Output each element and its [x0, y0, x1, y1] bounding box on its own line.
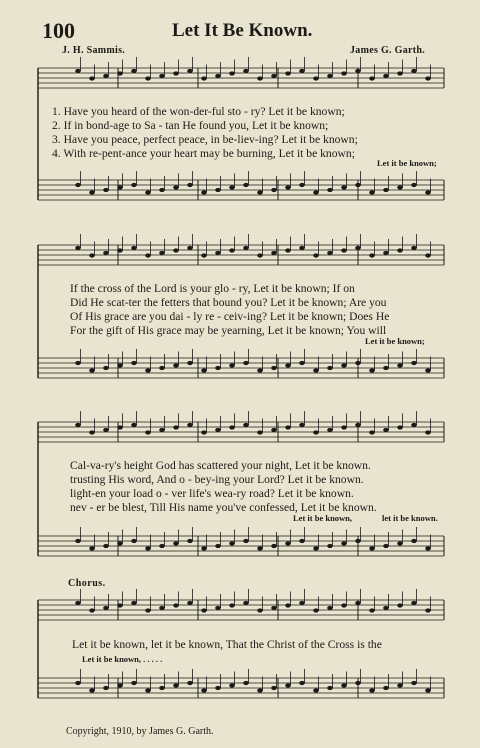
system2-staff-bass-note: [383, 366, 389, 370]
system4-staff-treble-note: [411, 601, 417, 605]
system2-staff-bass-note: [243, 361, 249, 365]
system2-staff-treble-note: [257, 253, 263, 257]
system3-staff-bass-note: [229, 541, 235, 545]
system1-echo: Let it be known;: [377, 158, 437, 168]
system1-staff-treble-note: [327, 74, 333, 78]
system3-staff-bass-note: [215, 544, 221, 548]
system1-staff-bass-note: [369, 190, 375, 194]
system4-staff-bass-note: [201, 688, 207, 692]
system4-staff-bass-note: [187, 681, 193, 685]
system3-staff-treble-note: [89, 430, 95, 434]
system2-staff-bass-note: [103, 366, 109, 370]
system1-staff-treble-note: [383, 74, 389, 78]
system4-staff-bass-note: [103, 686, 109, 690]
system4-staff-bass-note: [383, 686, 389, 690]
system2-staff-bass-note: [215, 366, 221, 370]
system3-verse-1: Cal-va-ry's height God has scattered your night, Let it be known.: [70, 459, 371, 472]
system3-staff-bass-note: [313, 546, 319, 550]
chorus-label: Chorus.: [68, 578, 106, 589]
system1-staff-bass-note: [145, 190, 151, 194]
system2-staff-bass-note: [355, 361, 361, 365]
system3-staff-bass-note: [327, 544, 333, 548]
system3-verse-2: trusting His word, And o - bey-ing your Lord? Let it be known.: [70, 473, 364, 486]
system4-staff-treble-note: [369, 608, 375, 612]
system1-staff-bass-note: [285, 185, 291, 189]
system2-verse-2: Did He scat-ter the fetters that bound you? Let it be known; Are you: [70, 296, 387, 309]
system1-staff-bass-note: [229, 185, 235, 189]
system2-staff-treble-note: [313, 253, 319, 257]
system4-staff-bass-note: [229, 683, 235, 687]
system1-staff-bass-note: [425, 190, 431, 194]
system4-staff-treble-note: [131, 601, 137, 605]
system3-staff-treble-note: [117, 425, 123, 429]
system2-staff-bass-note: [75, 361, 81, 365]
system1-verse-3: 3. Have you peace, perfect peace, in be-liev-ing? Let it be known;: [52, 133, 358, 146]
system4-staff-treble-note: [173, 603, 179, 607]
system4-staff-bass-note: [117, 683, 123, 687]
system2-staff-bass-note: [89, 368, 95, 372]
system2-staff-bass-note: [187, 361, 193, 365]
system1-staff-bass-note: [411, 183, 417, 187]
system1-staff-bass-note: [75, 183, 81, 187]
system2-staff-bass-note: [327, 366, 333, 370]
system3-staff-bass-note: [243, 539, 249, 543]
system1-staff-treble-note: [187, 69, 193, 73]
system3-staff-bass-note: [271, 544, 277, 548]
system2-staff-bass-note: [341, 363, 347, 367]
system2-staff-bass-note: [397, 363, 403, 367]
system3-staff-treble-note: [75, 423, 81, 427]
system1-verse-4: 4. With re-pent-ance your heart may be burning, Let it be known;: [52, 147, 355, 160]
system4-staff-bass-note: [285, 683, 291, 687]
system4-staff-treble-note: [313, 608, 319, 612]
system2-staff-bass-note: [117, 363, 123, 367]
system1-staff-bass-note: [299, 183, 305, 187]
system1-staff-bass-note: [103, 188, 109, 192]
system4-staff-treble-note: [257, 608, 263, 612]
system2-staff-treble-note: [145, 253, 151, 257]
copyright-notice: Copyright, 1910, by James G. Garth.: [66, 726, 214, 737]
system3-staff-treble-note: [229, 425, 235, 429]
system1-staff-treble-note: [201, 76, 207, 80]
system1-staff-treble-note: [117, 71, 123, 75]
system3-staff-bass-note: [187, 539, 193, 543]
system3-staff-treble-note: [313, 430, 319, 434]
system2-staff-treble-note: [117, 248, 123, 252]
system4-staff-treble-note: [285, 603, 291, 607]
system1-staff-bass-note: [257, 190, 263, 194]
system3-echo-right: let it be known.: [382, 513, 438, 523]
system4-staff-bass-note: [355, 681, 361, 685]
system1-staff-bass-note: [215, 188, 221, 192]
system1-staff-bass-note: [243, 183, 249, 187]
system1-staff-treble-note: [299, 69, 305, 73]
system1-staff-bass-note: [397, 185, 403, 189]
system2-staff-treble-note: [285, 248, 291, 252]
system4-staff-bass-note: [173, 683, 179, 687]
system3-staff-bass-note: [117, 541, 123, 545]
system1-staff-treble-note: [285, 71, 291, 75]
system2-staff-treble-note: [173, 248, 179, 252]
system4-staff-treble-note: [201, 608, 207, 612]
system2-staff-bass-note: [131, 361, 137, 365]
system4-staff-treble-note: [243, 601, 249, 605]
system2-staff-treble-note: [215, 251, 221, 255]
system2-staff-bass-note: [173, 363, 179, 367]
system4-staff-treble-note: [145, 608, 151, 612]
system3-staff-treble-note: [257, 430, 263, 434]
system2-staff-treble-note: [355, 246, 361, 250]
system4-staff-treble-note: [271, 606, 277, 610]
system1-verse-1: 1. Have you heard of the won-der-ful sto - ry? Let it be known;: [52, 105, 345, 118]
system4-staff-bass-note: [425, 688, 431, 692]
system4-staff-treble-note: [159, 606, 165, 610]
system4-staff-treble-note: [397, 603, 403, 607]
chorus-line: Let it be known, let it be known, That the Christ of the Cross is the: [72, 638, 382, 651]
system2-staff-bass-note: [257, 368, 263, 372]
system2-staff-treble-note: [243, 246, 249, 250]
system4-staff-treble-note: [215, 606, 221, 610]
system2-staff-bass-note: [411, 361, 417, 365]
system1-staff-treble-note: [369, 76, 375, 80]
system1-staff-treble-note: [229, 71, 235, 75]
system3-staff-treble-note: [145, 430, 151, 434]
system1-staff-treble-note: [103, 74, 109, 78]
system2-staff-treble-note: [411, 246, 417, 250]
system3-staff-bass-note: [341, 541, 347, 545]
system1-staff-bass-note: [89, 190, 95, 194]
system4-staff-treble-note: [75, 601, 81, 605]
system4-staff-bass-note: [271, 686, 277, 690]
system4-staff-treble-note: [341, 603, 347, 607]
system1-staff-treble-note: [75, 69, 81, 73]
system4-staff-bass-note: [313, 688, 319, 692]
system3-staff-bass-note: [159, 544, 165, 548]
system3-staff-treble-note: [341, 425, 347, 429]
system1-staff-treble-note: [159, 74, 165, 78]
system1-staff-treble-note: [257, 76, 263, 80]
system4-staff-treble-note: [355, 601, 361, 605]
system2-staff-bass-note: [229, 363, 235, 367]
system3-staff-bass-note: [201, 546, 207, 550]
system3-staff-bass-note: [355, 539, 361, 543]
system2-staff-treble-note: [103, 251, 109, 255]
system3-staff-bass-note: [411, 539, 417, 543]
system3-staff-treble-note: [299, 423, 305, 427]
system1-staff-bass-note: [341, 185, 347, 189]
system2-staff-treble-note: [75, 246, 81, 250]
system3-staff-treble-note: [369, 430, 375, 434]
system1-staff-bass-note: [313, 190, 319, 194]
system2-staff-treble-note: [299, 246, 305, 250]
system3-staff-treble-note: [215, 428, 221, 432]
system4-staff-bass-note: [215, 686, 221, 690]
system4-staff-treble-note: [327, 606, 333, 610]
system4-staff-bass-note: [75, 681, 81, 685]
system3-staff-bass-note: [285, 541, 291, 545]
system3-staff-bass-note: [75, 539, 81, 543]
system3-staff-treble-note: [173, 425, 179, 429]
system1-verse-2: 2. If in bond-age to Sa - tan He found you, Let it be known;: [52, 119, 329, 132]
system3-staff-bass-note: [173, 541, 179, 545]
system3-echo-left: Let it be known,: [293, 513, 353, 523]
system2-staff-treble-note: [187, 246, 193, 250]
system3-staff-treble-note: [271, 428, 277, 432]
system1-staff-treble-note: [145, 76, 151, 80]
system2-staff-treble-note: [341, 248, 347, 252]
system1-staff-bass-note: [327, 188, 333, 192]
system4-staff-treble-note: [299, 601, 305, 605]
system1-staff-bass-note: [355, 183, 361, 187]
system1-staff-bass-note: [131, 183, 137, 187]
system1-staff-bass-note: [117, 185, 123, 189]
system1-staff-treble-note: [411, 69, 417, 73]
system4-staff-bass-note: [257, 688, 263, 692]
system3-staff-bass-note: [103, 544, 109, 548]
system4-staff-treble-note: [425, 608, 431, 612]
system4-staff-treble-note: [187, 601, 193, 605]
system3-staff-treble-note: [285, 425, 291, 429]
system2-staff-bass-note: [285, 363, 291, 367]
system3-staff-treble-note: [243, 423, 249, 427]
system3-staff-treble-note: [397, 425, 403, 429]
system3-staff-treble-note: [103, 428, 109, 432]
system4-staff-bass-note: [145, 688, 151, 692]
lyricist-credit: J. H. Sammis.: [62, 45, 126, 56]
system3-staff-bass-note: [369, 546, 375, 550]
hymn-title: Let It Be Known.: [172, 20, 313, 41]
system3-staff-treble-note: [187, 423, 193, 427]
system3-staff-treble-note: [411, 423, 417, 427]
system2-verse-4: For the gift of His grace may be yearning, Let it be known; You will: [70, 324, 387, 337]
system2-staff-treble-note: [327, 251, 333, 255]
chorus-echo: Let it be known, . . . . .: [82, 654, 163, 664]
system1-staff-treble-note: [131, 69, 137, 73]
system1-staff-bass-note: [173, 185, 179, 189]
system4-staff-bass-note: [299, 681, 305, 685]
system4-staff-bass-note: [369, 688, 375, 692]
system1-staff-treble-note: [271, 74, 277, 78]
system2-staff-bass-note: [271, 366, 277, 370]
system2-staff-treble-note: [369, 253, 375, 257]
system4-staff-bass-note: [341, 683, 347, 687]
system4-staff-treble-note: [117, 603, 123, 607]
system2-staff-treble-note: [271, 251, 277, 255]
system4-staff-bass-note: [89, 688, 95, 692]
system3-staff-treble-note: [355, 423, 361, 427]
system1-staff-treble-note: [355, 69, 361, 73]
system3-verse-4: nev - er be blest, Till His name you've confessed, Let it be known.: [70, 501, 377, 514]
system3-staff-treble-note: [425, 430, 431, 434]
system1-staff-treble-note: [215, 74, 221, 78]
system2-staff-treble-note: [425, 253, 431, 257]
system2-staff-bass-note: [425, 368, 431, 372]
system1-staff-treble-note: [89, 76, 95, 80]
system4-staff-bass-note: [327, 686, 333, 690]
system1-staff-bass-note: [271, 188, 277, 192]
system4-staff-bass-note: [397, 683, 403, 687]
system2-staff-treble-note: [159, 251, 165, 255]
system4-staff-treble-note: [103, 606, 109, 610]
system1-staff-treble-note: [397, 71, 403, 75]
system3-verse-3: light-en your load o - ver life's wea-ry road? Let it be known.: [70, 487, 354, 500]
system3-staff-bass-note: [89, 546, 95, 550]
system4-staff-bass-note: [411, 681, 417, 685]
system3-staff-treble-note: [131, 423, 137, 427]
system2-echo: Let it be known;: [365, 336, 425, 346]
system1-staff-bass-note: [159, 188, 165, 192]
system3-staff-bass-note: [397, 541, 403, 545]
system3-staff-bass-note: [425, 546, 431, 550]
system1-staff-bass-note: [201, 190, 207, 194]
system3-staff-bass-note: [299, 539, 305, 543]
system2-staff-bass-note: [201, 368, 207, 372]
system1-staff-treble-note: [425, 76, 431, 80]
composer-credit: James G. Garth.: [350, 45, 426, 56]
system2-staff-treble-note: [201, 253, 207, 257]
system1-staff-treble-note: [243, 69, 249, 73]
system4-staff-treble-note: [89, 608, 95, 612]
system1-staff-treble-note: [173, 71, 179, 75]
system2-verse-3: Of His grace are you dai - ly re - ceiv-ing? Let it be known; Does He: [70, 310, 390, 323]
system2-staff-bass-note: [369, 368, 375, 372]
system4-staff-bass-note: [131, 681, 137, 685]
system3-staff-treble-note: [201, 430, 207, 434]
hymn-number: 100: [42, 18, 75, 43]
system2-staff-treble-note: [229, 248, 235, 252]
system4-staff-treble-note: [229, 603, 235, 607]
system2-staff-treble-note: [397, 248, 403, 252]
system3-staff-bass-note: [257, 546, 263, 550]
system2-staff-bass-note: [159, 366, 165, 370]
system3-staff-treble-note: [383, 428, 389, 432]
system2-staff-treble-note: [383, 251, 389, 255]
system1-staff-bass-note: [383, 188, 389, 192]
system1-staff-bass-note: [187, 183, 193, 187]
system2-staff-treble-note: [131, 246, 137, 250]
system3-staff-bass-note: [383, 544, 389, 548]
system2-staff-bass-note: [299, 361, 305, 365]
system2-staff-bass-note: [313, 368, 319, 372]
system1-staff-treble-note: [313, 76, 319, 80]
system4-staff-bass-note: [243, 681, 249, 685]
system4-staff-bass-note: [159, 686, 165, 690]
system3-staff-treble-note: [159, 428, 165, 432]
system3-staff-bass-note: [145, 546, 151, 550]
system1-staff-treble-note: [341, 71, 347, 75]
system3-staff-treble-note: [327, 428, 333, 432]
system4-staff-treble-note: [383, 606, 389, 610]
system2-verse-1: If the cross of the Lord is your glo - ry, Let it be known; If on: [70, 282, 355, 295]
system2-staff-treble-note: [89, 253, 95, 257]
system2-staff-bass-note: [145, 368, 151, 372]
system3-staff-bass-note: [131, 539, 137, 543]
